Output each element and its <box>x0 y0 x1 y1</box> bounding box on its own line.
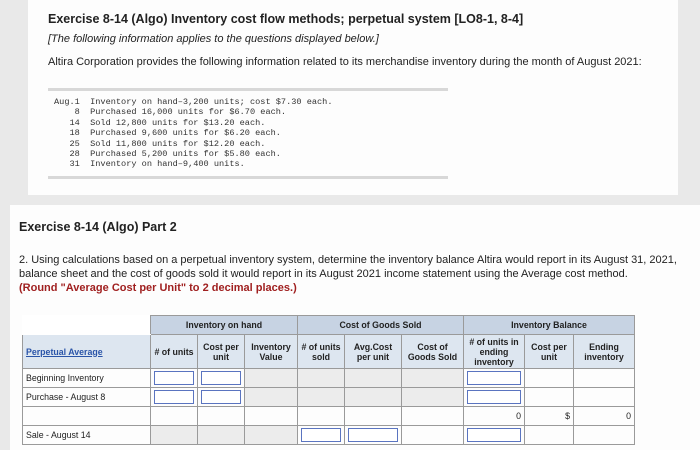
data-line: 14 Sold 12,800 units for $13.20 each. <box>54 117 266 128</box>
units-input[interactable] <box>154 371 194 385</box>
data-line: 25 Sold 11,800 units for $12.20 each. <box>54 138 266 149</box>
row-label: Beginning Inventory <box>23 369 151 388</box>
problem-panel <box>28 0 678 195</box>
balance-units: 0 <box>464 407 525 426</box>
part-panel <box>10 205 700 450</box>
row-label: Purchase - August 8 <box>23 388 151 407</box>
col-cogs: Cost of Goods Sold <box>402 335 464 369</box>
col-cost-per-unit: Cost per unit <box>198 335 245 369</box>
ending-units-input[interactable] <box>467 390 521 404</box>
description: Altira Corporation provides the following information related to its merchandise inventory during the month of August 2021: <box>48 56 642 68</box>
divider <box>48 88 448 91</box>
question-text: 2. Using calculations based on a perpetual inventory system, determine the inventory balance Altira would report in its August 31, 2021, balance sheet and the cost of goods sold it would report in its August 2021 income statement using the Average cost method. <box>19 254 677 280</box>
divider <box>48 176 448 179</box>
data-line: 8 Purchased 16,000 units for $6.70 each. <box>54 107 287 118</box>
exercise-title: Exercise 8-14 (Algo) Inventory cost flow methods; perpetual system [LO8-1, 8-4] <box>48 12 524 26</box>
col-units: # of units <box>151 335 198 369</box>
perpetual-average-link[interactable]: Perpetual Average <box>23 335 151 369</box>
data-line: 28 Purchased 5,200 units for $5.80 each. <box>54 149 281 160</box>
inventory-data <box>54 97 332 170</box>
cost-input[interactable] <box>201 371 241 385</box>
part-title: Exercise 8-14 (Algo) Part 2 <box>19 220 177 234</box>
header-cogs: Cost of Goods Sold <box>298 316 464 335</box>
data-line: Aug.1 Inventory on hand–3,200 units; cost $7.30 each. <box>54 97 333 107</box>
data-line: 31 Inventory on hand–9,400 units. <box>54 159 245 170</box>
rounding-note: (Round "Average Cost per Unit" to 2 decimal places.) <box>19 282 297 294</box>
cost-input[interactable] <box>201 390 241 404</box>
units-sold-input[interactable] <box>301 428 341 442</box>
ending-units-input[interactable] <box>467 371 521 385</box>
table-row <box>23 388 635 407</box>
balance-dollar-sign: $ <box>525 407 574 426</box>
data-line: 18 Purchased 9,600 units for $6.20 each. <box>54 128 281 139</box>
col-inventory-value: Inventory Value <box>245 335 298 369</box>
col-avg-cost: Avg.Cost per unit <box>345 335 402 369</box>
avg-cost-input[interactable] <box>348 428 398 442</box>
table-row <box>23 426 635 445</box>
col-ending-units: # of units in ending inventory <box>464 335 525 369</box>
col-units-sold: # of units sold <box>298 335 345 369</box>
units-input[interactable] <box>154 390 194 404</box>
perpetual-average-table <box>22 315 635 445</box>
col-bal-cost-per-unit: Cost per unit <box>525 335 574 369</box>
balance-value: 0 <box>574 407 635 426</box>
intro-note: [The following information applies to the questions displayed below.] <box>48 33 379 45</box>
row-label: Sale - August 14 <box>23 426 151 445</box>
ending-units-input[interactable] <box>467 428 521 442</box>
table-row <box>23 369 635 388</box>
col-ending-inventory: Ending inventory <box>574 335 635 369</box>
header-inventory-on-hand: Inventory on hand <box>151 316 298 335</box>
header-inventory-balance: Inventory Balance <box>464 316 635 335</box>
table-row <box>23 407 635 426</box>
